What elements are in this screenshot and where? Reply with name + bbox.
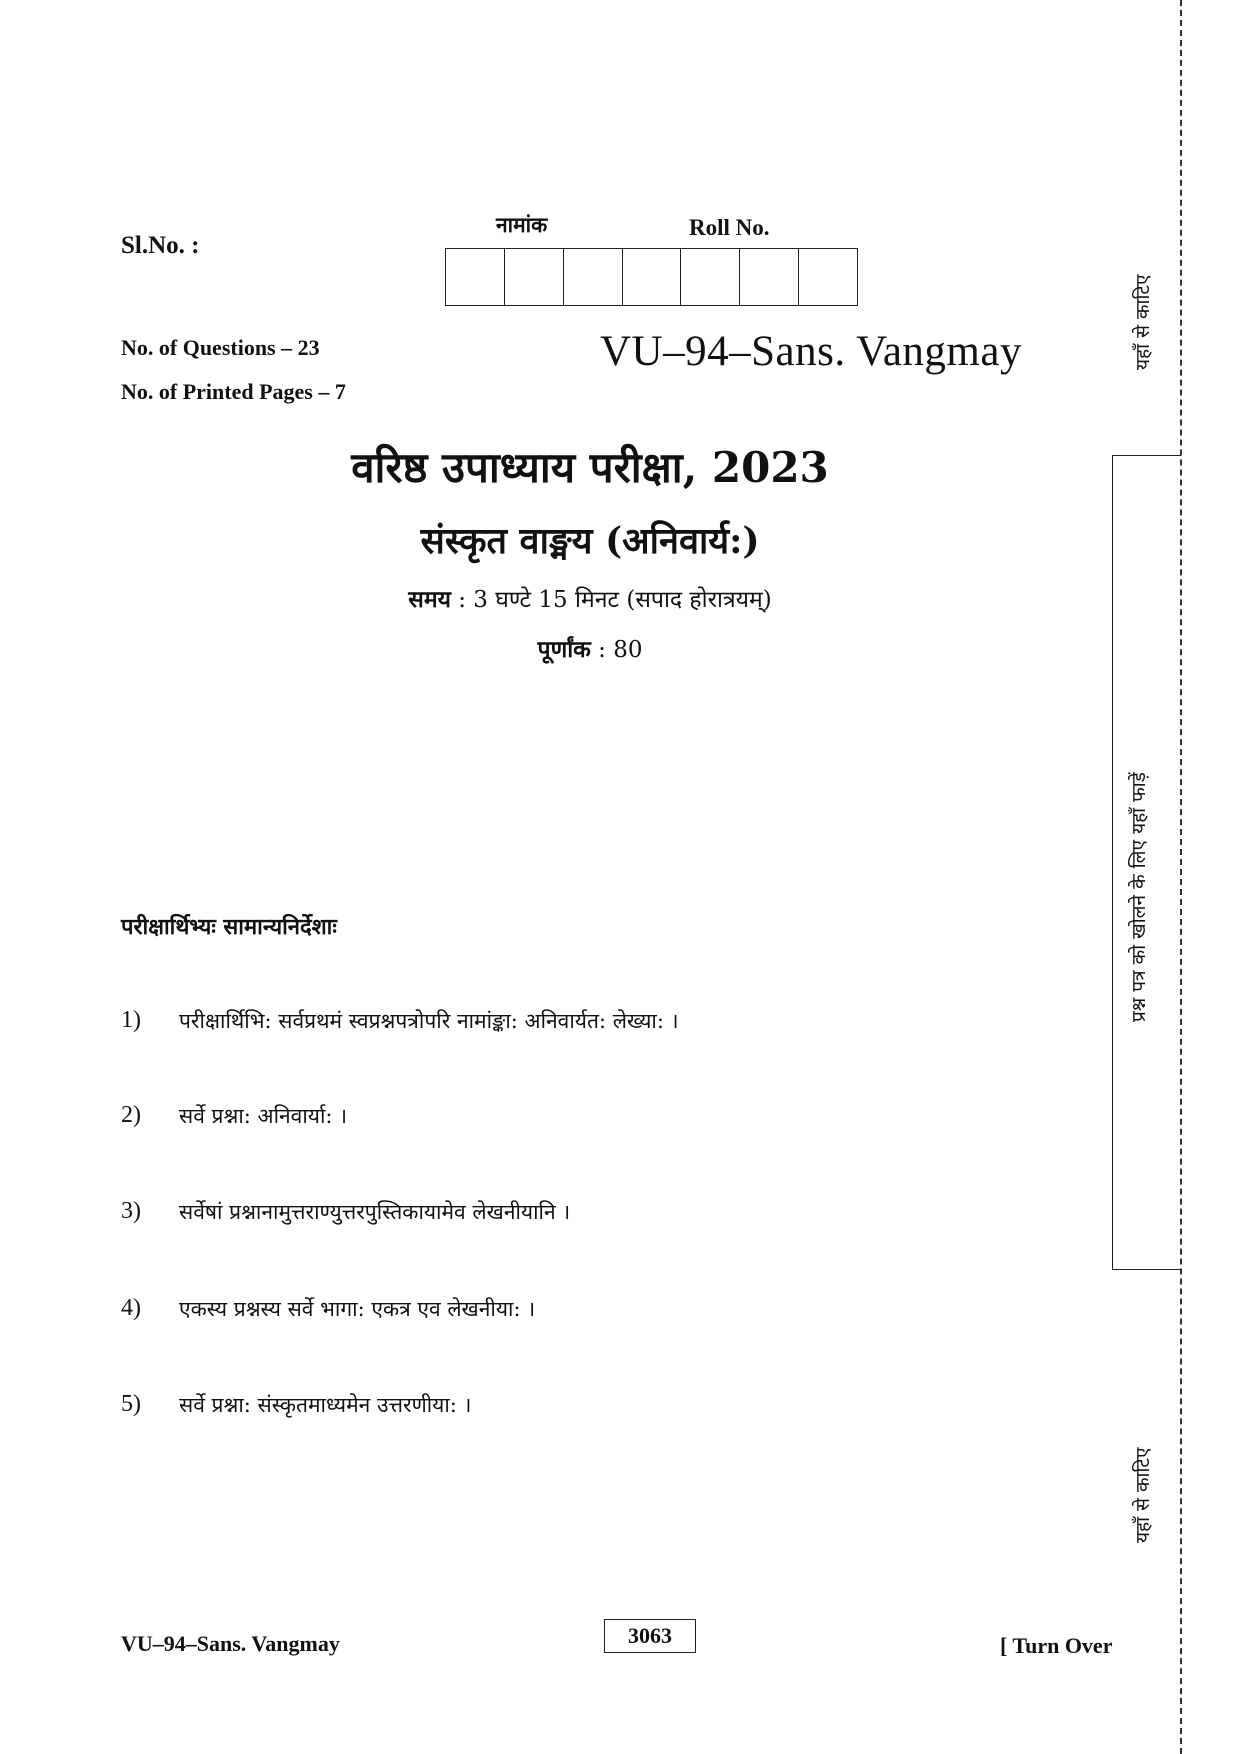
cut-here-bottom-label: यहाँ से काटिए bbox=[1132, 1447, 1154, 1543]
instruction-item bbox=[121, 1102, 347, 1130]
instruction-number: 1) bbox=[121, 1007, 141, 1033]
instruction-item bbox=[121, 1391, 472, 1419]
turn-over-label: [ Turn Over bbox=[1000, 1633, 1113, 1658]
footer-paper-code: VU–94–Sans. Vangmay bbox=[121, 1631, 340, 1656]
marks-value: : 80 bbox=[590, 637, 643, 663]
roll-number-digit-box[interactable] bbox=[740, 249, 799, 305]
instruction-text: एकस्य प्रश्नस्य सर्वे भागा: एकत्र एव लेखनीया: । bbox=[179, 1297, 536, 1321]
instruction-item bbox=[121, 1295, 535, 1323]
roll-number-boxes bbox=[445, 248, 858, 306]
instruction-number: 2) bbox=[121, 1102, 141, 1128]
instruction-text: सर्वे प्रश्ना: अनिवार्या: । bbox=[179, 1104, 348, 1128]
instruction-text: सर्वेषां प्रश्नानामुत्तराण्युत्तरपुस्तिकायामेव लेखनीयानि । bbox=[179, 1200, 571, 1224]
time-label: समय bbox=[408, 586, 451, 613]
instruction-item bbox=[121, 1198, 570, 1226]
roll-number-digit-box[interactable] bbox=[446, 249, 505, 305]
roll-number-digit-box[interactable] bbox=[681, 249, 740, 305]
subject-title: संस्कृत वाङ्मय (अनिवार्य:) bbox=[420, 520, 760, 562]
time-line bbox=[160, 582, 1020, 614]
roll-number-digit-box[interactable] bbox=[623, 249, 682, 305]
namank-label: नामांक bbox=[496, 213, 548, 237]
instruction-number: 5) bbox=[121, 1391, 141, 1417]
roll-number-digit-box[interactable] bbox=[799, 249, 857, 305]
time-value: : 3 घण्टे 15 मिनट (सपाद होरात्रयम्) bbox=[450, 587, 772, 613]
exam-title: वरिष्ठ उपाध्याय परीक्षा, 2023 bbox=[351, 443, 829, 492]
marks-line bbox=[160, 632, 1020, 664]
marks-label: पूर्णांक bbox=[537, 636, 591, 663]
number-of-printed-pages: No. of Printed Pages – 7 bbox=[121, 379, 346, 404]
paper-code: VU–94–Sans. Vangmay bbox=[600, 328, 1022, 375]
footer-booklet-code: 3063 bbox=[604, 1619, 696, 1653]
tear-instruction-label: प्रश्न पत्र को खोलने के लिए यहाँ फाड़ें bbox=[1128, 772, 1150, 1022]
serial-number-label: Sl.No. : bbox=[121, 232, 200, 259]
instruction-item bbox=[121, 1007, 679, 1035]
instruction-number: 4) bbox=[121, 1295, 141, 1321]
roll-number-label: Roll No. bbox=[689, 215, 770, 240]
instruction-text: परीक्षार्थिभि: सर्वप्रथमं स्वप्रश्नपत्रोपरि नामांङ्का: अनिवार्यत: लेख्या: । bbox=[179, 1009, 679, 1033]
instructions-heading: परीक्षार्थिभ्यः सामान्यनिर्देशाः bbox=[121, 914, 337, 940]
roll-number-digit-box[interactable] bbox=[564, 249, 623, 305]
instruction-number: 3) bbox=[121, 1198, 141, 1224]
number-of-questions: No. of Questions – 23 bbox=[121, 335, 320, 360]
cut-here-top-label: यहाँ से काटिए bbox=[1132, 274, 1154, 370]
instruction-text: सर्वे प्रश्ना: संस्कृतमाध्यमेन उत्तरणीया: । bbox=[179, 1393, 472, 1417]
roll-number-digit-box[interactable] bbox=[505, 249, 564, 305]
